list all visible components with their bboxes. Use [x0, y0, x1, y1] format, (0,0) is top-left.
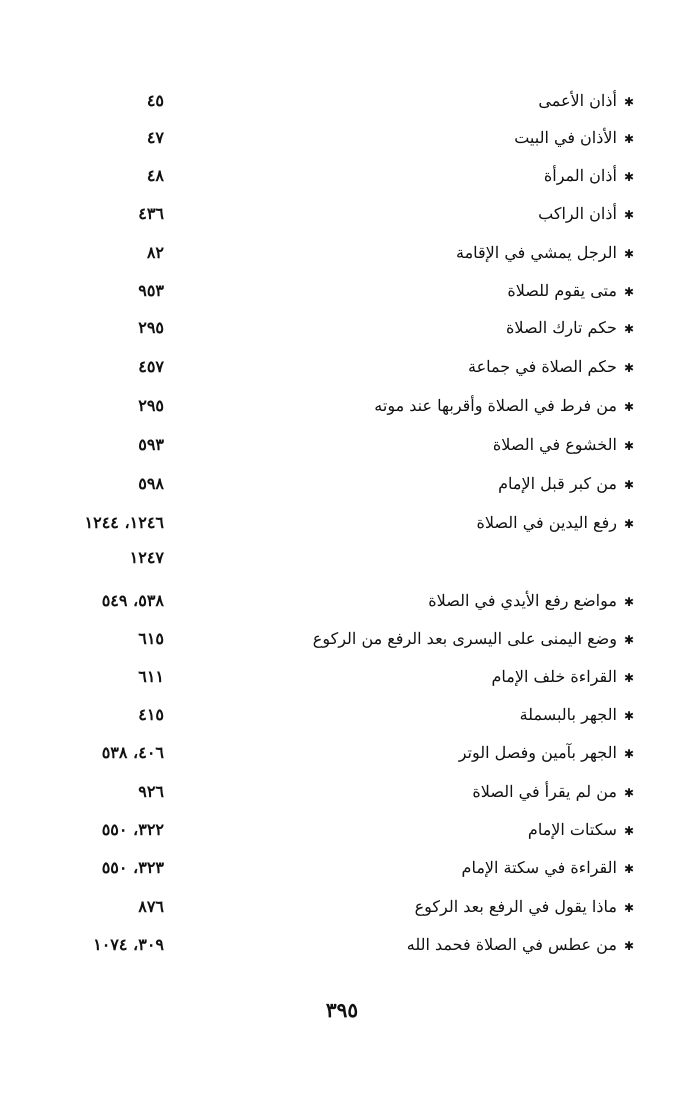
index-entry	[0, 586, 684, 616]
entry-pages: ٨٢	[146, 243, 164, 262]
index-entry	[0, 313, 684, 343]
entry-topic-text: الجهر بآمين وفصل الوتر	[458, 743, 617, 762]
star-bullet-icon: ✱	[623, 321, 634, 336]
star-bullet-icon: ✱	[623, 516, 634, 531]
index-entry	[0, 815, 684, 845]
entry-topic-text: متى يقوم للصلاة	[507, 281, 617, 300]
star-bullet-icon: ✱	[623, 708, 634, 723]
entry-topic-text: من عطس في الصلاة فحمد الله	[406, 935, 617, 954]
entry-topic	[468, 352, 634, 383]
index-entry	[0, 123, 684, 153]
entry-topic-text: سكتات الإمام	[527, 820, 617, 839]
star-bullet-icon: ✱	[623, 861, 634, 876]
entry-pages: ١٢٤٦، ١٢٤٤	[84, 513, 164, 532]
star-bullet-icon: ✱	[623, 169, 634, 184]
index-entry	[0, 738, 684, 768]
star-bullet-icon: ✱	[623, 131, 634, 146]
index-entry	[0, 430, 684, 460]
entry-topic	[498, 469, 634, 500]
index-entry	[0, 352, 684, 382]
page-number: ٣٩٥	[325, 998, 359, 1022]
entry-pages: ٤٧	[146, 128, 164, 147]
entry-topic-text: الأذان في البيت	[514, 128, 617, 147]
entry-pages: ١٢٤٧	[129, 548, 164, 567]
index-entry	[0, 700, 684, 730]
entry-pages: ٩٢٦	[138, 782, 164, 801]
entry-pages: ٥٩٣	[138, 435, 164, 454]
entry-topic	[514, 123, 634, 154]
star-bullet-icon: ✱	[623, 284, 634, 299]
index-entry	[0, 86, 684, 116]
entry-topic-text: القراءة خلف الإمام	[491, 667, 617, 686]
index-entry	[0, 199, 684, 229]
entry-pages: ٣٠٩، ١٠٧٤	[93, 935, 164, 954]
entry-topic	[544, 161, 634, 192]
entry-topic-text: حكم الصلاة في جماعة	[468, 357, 617, 376]
entry-topic-text: مواضع رفع الأيدي في الصلاة	[428, 591, 617, 610]
entry-topic-text: رفع اليدين في الصلاة	[476, 513, 617, 532]
index-entry	[0, 930, 684, 960]
entry-topic	[506, 313, 634, 344]
entry-topic-text: الجهر بالبسملة	[519, 705, 617, 724]
entry-topic	[472, 777, 634, 808]
star-bullet-icon: ✱	[623, 246, 634, 261]
index-entry-continuation	[0, 543, 684, 573]
entry-topic	[415, 892, 634, 923]
index-entry	[0, 469, 684, 499]
entry-pages: ٢٩٥	[138, 318, 164, 337]
entry-topic-text: أذان المرأة	[543, 166, 617, 185]
entry-topic	[492, 662, 635, 693]
entry-topic-text: الخشوع في الصلاة	[492, 435, 617, 454]
index-entry	[0, 276, 684, 306]
index-entry	[0, 777, 684, 807]
entry-pages: ٦١١	[138, 667, 164, 686]
entry-topic	[528, 815, 634, 846]
star-bullet-icon: ✱	[623, 207, 634, 222]
entry-topic-text: القراءة في سكتة الإمام	[461, 858, 617, 877]
star-bullet-icon: ✱	[623, 94, 634, 109]
entry-topic	[459, 738, 634, 769]
star-bullet-icon: ✱	[623, 938, 634, 953]
entry-topic	[456, 238, 634, 269]
index-entry	[0, 662, 684, 692]
index-entry	[0, 624, 684, 654]
entry-pages: ٥٣٨، ٥٤٩	[101, 591, 164, 610]
entry-topic	[313, 624, 634, 655]
star-bullet-icon: ✱	[623, 785, 634, 800]
entry-pages: ٤٥٧	[138, 357, 164, 376]
star-bullet-icon: ✱	[623, 823, 634, 838]
entry-topic-text: حكم تارك الصلاة	[506, 318, 617, 337]
star-bullet-icon: ✱	[623, 438, 634, 453]
star-bullet-icon: ✱	[623, 632, 634, 647]
index-entry	[0, 161, 684, 191]
entry-pages: ٢٩٥	[138, 396, 164, 415]
entry-pages: ٤٣٦	[138, 204, 164, 223]
entry-topic	[374, 391, 634, 422]
entry-pages: ٤٥	[146, 91, 164, 110]
star-bullet-icon: ✱	[623, 477, 634, 492]
entry-topic	[507, 276, 634, 307]
entry-topic	[493, 430, 634, 461]
entry-topic	[407, 930, 634, 961]
entry-topic	[428, 586, 634, 617]
entry-pages: ٦١٥	[138, 629, 164, 648]
entry-pages: ٣٢٢، ٥٥٠	[101, 820, 164, 839]
entry-topic-text: الرجل يمشي في الإقامة	[455, 243, 617, 262]
index-entry	[0, 853, 684, 883]
entry-topic-text: من فرط في الصلاة وأقربها عند موته	[374, 396, 617, 415]
entry-pages: ٣٢٣، ٥٥٠	[101, 858, 164, 877]
star-bullet-icon: ✱	[623, 900, 634, 915]
star-bullet-icon: ✱	[623, 399, 634, 414]
entry-pages: ٩٥٣	[138, 281, 164, 300]
entry-pages: ٤٨	[146, 166, 164, 185]
entry-topic	[538, 199, 634, 230]
entry-topic-text: وضع اليمنى على اليسرى بعد الرفع من الركوع	[312, 629, 617, 648]
entry-topic-text: من كبر قبل الإمام	[498, 474, 617, 493]
entry-topic	[462, 853, 634, 884]
star-bullet-icon: ✱	[623, 594, 634, 609]
entry-topic	[538, 86, 634, 117]
entry-topic-text: أذان الراكب	[538, 204, 617, 223]
entry-pages: ٥٩٨	[138, 474, 164, 493]
index-entry	[0, 892, 684, 922]
entry-topic-text: ماذا يقول في الرفع بعد الركوع	[414, 897, 617, 916]
entry-topic	[477, 508, 635, 539]
entry-topic-text: من لم يقرأ في الصلاة	[472, 782, 617, 801]
entry-pages: ٤٠٦، ٥٣٨	[101, 743, 164, 762]
star-bullet-icon: ✱	[623, 746, 634, 761]
star-bullet-icon: ✱	[623, 360, 634, 375]
star-bullet-icon: ✱	[623, 670, 634, 685]
entry-topic-text: أذان الأعمى	[538, 91, 617, 110]
entry-pages: ٨٧٦	[138, 897, 164, 916]
index-entry	[0, 508, 684, 538]
entry-topic	[520, 700, 634, 731]
index-entry	[0, 238, 684, 268]
entry-pages: ٤١٥	[138, 705, 164, 724]
index-entry	[0, 391, 684, 421]
